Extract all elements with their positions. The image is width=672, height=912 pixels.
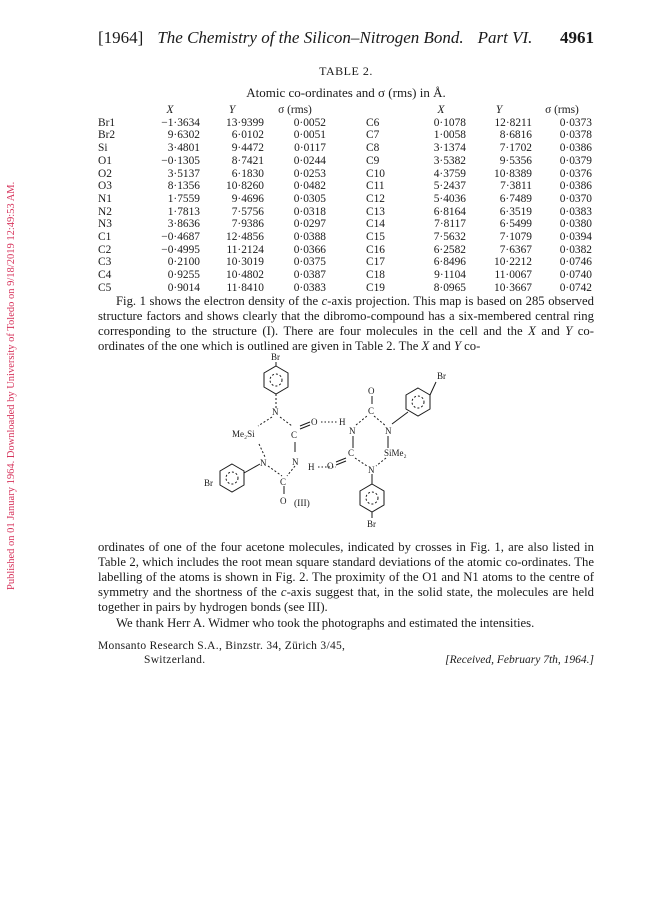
atom-label: O3 [98,180,112,193]
coordinate-value: 5·4036 [433,192,466,205]
atom-o-left-top: O [311,417,318,427]
coordinate-value: 7·1702 [499,142,532,155]
column-header-sigma: σ (rms) [545,104,579,116]
coordinate-value: 10·4802 [226,269,264,282]
coordinate-value: 8·7421 [231,154,264,167]
atom-label: C13 [366,205,385,218]
coordinate-value: 0·0742 [559,281,592,294]
coordinate-value: 0·0366 [293,243,326,256]
coordinate-value: 6·2582 [433,243,466,256]
coordinate-value: 0·0376 [559,167,592,180]
atom-label: C6 [366,116,380,129]
atom-o-right-low: O [327,461,334,471]
coordinate-value: 0·0482 [293,180,326,193]
atom-label: C4 [98,269,112,282]
atom-label: Br1 [98,116,116,129]
coordinate-value: 10·2212 [494,256,532,269]
table-row [98,269,592,282]
atom-label: C11 [366,180,385,193]
coordinate-value: 6·7489 [499,192,532,205]
download-watermark-text: Published on 01 January 1964. Downloaded by University of Toledo on 9/18/2019 12:49:53 AM. [6,181,17,590]
coordinate-value: 0·0244 [293,154,326,167]
group-me2si-left: Me₂Si [232,429,255,439]
affiliation-line2: Switzerland. [144,653,206,666]
atom-label: N2 [98,205,112,218]
atom-label: C12 [366,192,385,205]
coordinate-value: 7·5756 [231,205,264,218]
table-header-row [98,104,592,117]
coordinate-value: 10·8260 [226,180,264,193]
coordinate-value: 0·0740 [559,269,592,282]
atom-br-right: Br [437,371,446,381]
table-row [98,129,592,142]
atom-n-right: N [385,426,392,436]
coordinate-value: 0·0051 [293,129,326,142]
coordinates-table [98,104,592,295]
coordinate-value: 8·6816 [499,129,532,142]
coordinate-value: 0·0052 [293,116,326,129]
column-header-sigma: σ (rms) [278,104,312,116]
page-number: 4961 [560,28,594,47]
atom-n-mid-right: N [292,457,299,467]
atom-br-bottom: Br [367,519,376,529]
phenyl-ring-left [220,464,244,492]
paragraph-acetone-coordinates: ordinates of one of the four acetone molecules, indicated by crosses in Fig. 1, are also listed in Table 2, which includes the root mean square standard deviations of the atomic co-ordinates. The labelling of the atoms is shown in Fig. 2. The proximity of the O1 and N1 atoms to the centre of symmetry and the shortness of the c-axis suggest that, in the solid state, the molecules are held together in pairs by hydrogen bonds (see III). [98,540,594,615]
column-header-y: Y [228,104,236,116]
atom-label: C9 [366,154,380,167]
atom-n-mid-left: N [260,458,267,468]
coordinate-value: 7·3811 [500,180,532,193]
atom-label: N1 [98,192,112,205]
coordinate-value: 0·0370 [559,192,592,205]
coordinate-value: −0·4687 [161,231,200,244]
coordinate-value: 0·0375 [293,256,326,269]
group-sime2-right: SiMe₂ [384,448,407,458]
coordinate-value: 0·0383 [293,281,326,294]
coordinate-value: 0·0297 [293,218,326,231]
coordinate-value: 0·0373 [559,116,592,129]
coordinate-value: 10·8389 [494,167,532,180]
coordinate-value: 0·0380 [559,218,592,231]
coordinate-value: 5·2437 [433,180,466,193]
table-row [98,256,592,269]
coordinate-value: 7·8117 [434,218,466,231]
coordinate-value: 10·3019 [226,256,264,269]
coordinate-value: 10·3667 [494,281,532,294]
atom-label: Br2 [98,129,116,142]
atom-label: C16 [366,243,385,256]
atom-br-left: Br [204,478,213,488]
coordinate-value: 3·1374 [433,142,466,155]
atom-n-upper-left: N [272,407,279,417]
atom-label: C7 [366,129,380,142]
table-row [98,244,592,257]
coordinate-value: 6·8496 [433,256,466,269]
table-row [98,282,592,295]
header-part: Part VI. [477,28,533,47]
table-row [98,218,592,231]
coordinate-value: 11·8410 [226,281,264,294]
coordinate-value: −1·3634 [161,116,200,129]
coordinate-value: 0·0386 [559,142,592,155]
coordinate-value: 7·1079 [499,231,532,244]
column-header-x: X [166,104,174,116]
atom-label: C8 [366,142,380,155]
table-row [98,193,592,206]
affiliation-line1: Monsanto Research S.A., Binzstr. 34, Zürich 3/45, [98,640,346,652]
coordinate-value: −0·4995 [161,243,200,256]
atom-c-bottom-left: C [280,477,287,487]
atom-n-right-top: N [349,426,356,436]
coordinate-value: 1·7559 [167,192,200,205]
atom-label: C19 [366,281,385,294]
structure-label: (III) [294,499,310,509]
header-year: [1964] [98,28,144,47]
paragraph-figure-description: Fig. 1 shows the electron density of the c-axis projection. This map is based on 285 observed structure factors and shows clearly that the dibromo-compound has a six-membered central ring corresponding to the structure (I). There are four molecules in the cell and the X and Y co-ordinates of the one which is outlined are given in Table 2. The X and Y co- [98,294,594,354]
coordinate-value: 12·8211 [494,116,532,129]
coordinate-value: 9·4472 [231,142,264,155]
coordinate-value: 11·0067 [494,269,532,282]
coordinate-value: 0·0746 [559,256,592,269]
coordinate-value: −0·1305 [161,154,200,167]
atom-c-right-low: C [348,448,355,458]
coordinate-value: 11·2124 [226,243,264,256]
affiliation-block [98,640,594,667]
coordinate-value: 6·3519 [499,205,532,218]
atom-label: Si [98,142,108,155]
coordinate-value: 0·0383 [559,205,592,218]
atom-label: C17 [366,256,385,269]
coordinate-value: 1·7813 [167,205,200,218]
table-row [98,168,592,181]
coordinate-value: 0·9255 [167,269,200,282]
coordinate-value: 6·1830 [231,167,264,180]
coordinate-value: 0·9014 [167,281,200,294]
coordinate-value: 0·0378 [559,129,592,142]
atom-label: C3 [98,256,112,269]
atom-label: C18 [366,269,385,282]
coordinate-value: 0·0394 [559,231,592,244]
coordinate-value: 0·0382 [559,243,592,256]
coordinate-value: 6·8164 [433,205,466,218]
table-row [98,155,592,168]
atom-label: C15 [366,231,385,244]
atom-br-top: Br [271,352,280,362]
atom-label: N3 [98,218,112,231]
coordinate-value: 7·5632 [433,231,466,244]
coordinate-value: 0·0117 [294,142,326,155]
coordinate-value: 0·0253 [293,167,326,180]
atom-c-left: C [291,430,298,440]
coordinate-value: 3·5382 [433,154,466,167]
atom-label: C10 [366,167,385,180]
coordinate-value: 6·0102 [231,129,264,142]
atom-o-bottom-left: O [280,496,287,506]
atom-h-upper: H [339,417,346,427]
coordinate-value: 9·1104 [434,269,466,282]
table-row [98,117,592,130]
coordinate-value: 12·4856 [226,231,264,244]
coordinate-value: 3·4801 [167,142,200,155]
coordinate-value: 13·9399 [226,116,264,129]
coordinate-value: 0·1078 [433,116,466,129]
download-watermark [6,150,20,590]
coordinate-value: 3·5137 [167,167,200,180]
header-title: The Chemistry of the Silicon–Nitrogen Bond. [157,28,464,47]
coordinate-value: 4·3759 [433,167,466,180]
received-date: [Received, February 7th, 1964.] [445,653,594,666]
chemical-structure-iii [196,352,496,530]
coordinate-value: 0·2100 [167,256,200,269]
coordinate-value: 9·4696 [231,192,264,205]
atom-label: O2 [98,167,112,180]
atom-label: C2 [98,243,112,256]
table-row [98,231,592,244]
table-subtitle: Atomic co-ordinates and σ (rms) in Å. [246,85,446,100]
coordinate-value: 6·5499 [499,218,532,231]
coordinate-value: 0·0387 [293,269,326,282]
coordinate-value: 8·0965 [433,281,466,294]
atom-o-right-top: O [368,386,375,396]
atom-h-lower: H [308,462,315,472]
table-row [98,142,592,155]
table-row [98,180,592,193]
coordinate-value: 0·0386 [559,180,592,193]
coordinate-value: 9·6302 [167,129,200,142]
table-title: TABLE 2. [319,64,373,78]
coordinate-value: 0·0318 [293,205,326,218]
atom-n-bottom-right: N [368,465,375,475]
column-header-x: X [437,104,445,116]
running-header [98,28,594,48]
coordinate-value: 3·8636 [167,218,200,231]
atom-label: C14 [366,218,385,231]
atom-label: C1 [98,231,112,244]
coordinate-value: 0·0388 [293,231,326,244]
coordinate-value: 7·9386 [231,218,264,231]
atom-label: C5 [98,281,112,294]
atom-label: O1 [98,154,112,167]
coordinate-value: 1·0058 [433,129,466,142]
coordinate-value: 9·5356 [499,154,532,167]
phenyl-ring-bottom [360,484,384,512]
table-row [98,206,592,219]
acknowledgement: We thank Herr A. Widmer who took the photographs and estimated the intensities. [116,616,535,630]
column-header-y: Y [495,104,503,116]
atom-c-right: C [368,406,375,416]
coordinate-value: 0·0305 [293,192,326,205]
coordinate-value: 8·1356 [167,180,200,193]
phenyl-ring-right [406,388,430,416]
coordinate-value: 0·0379 [559,154,592,167]
phenyl-ring-top [264,366,288,394]
coordinate-value: 7·6367 [499,243,532,256]
